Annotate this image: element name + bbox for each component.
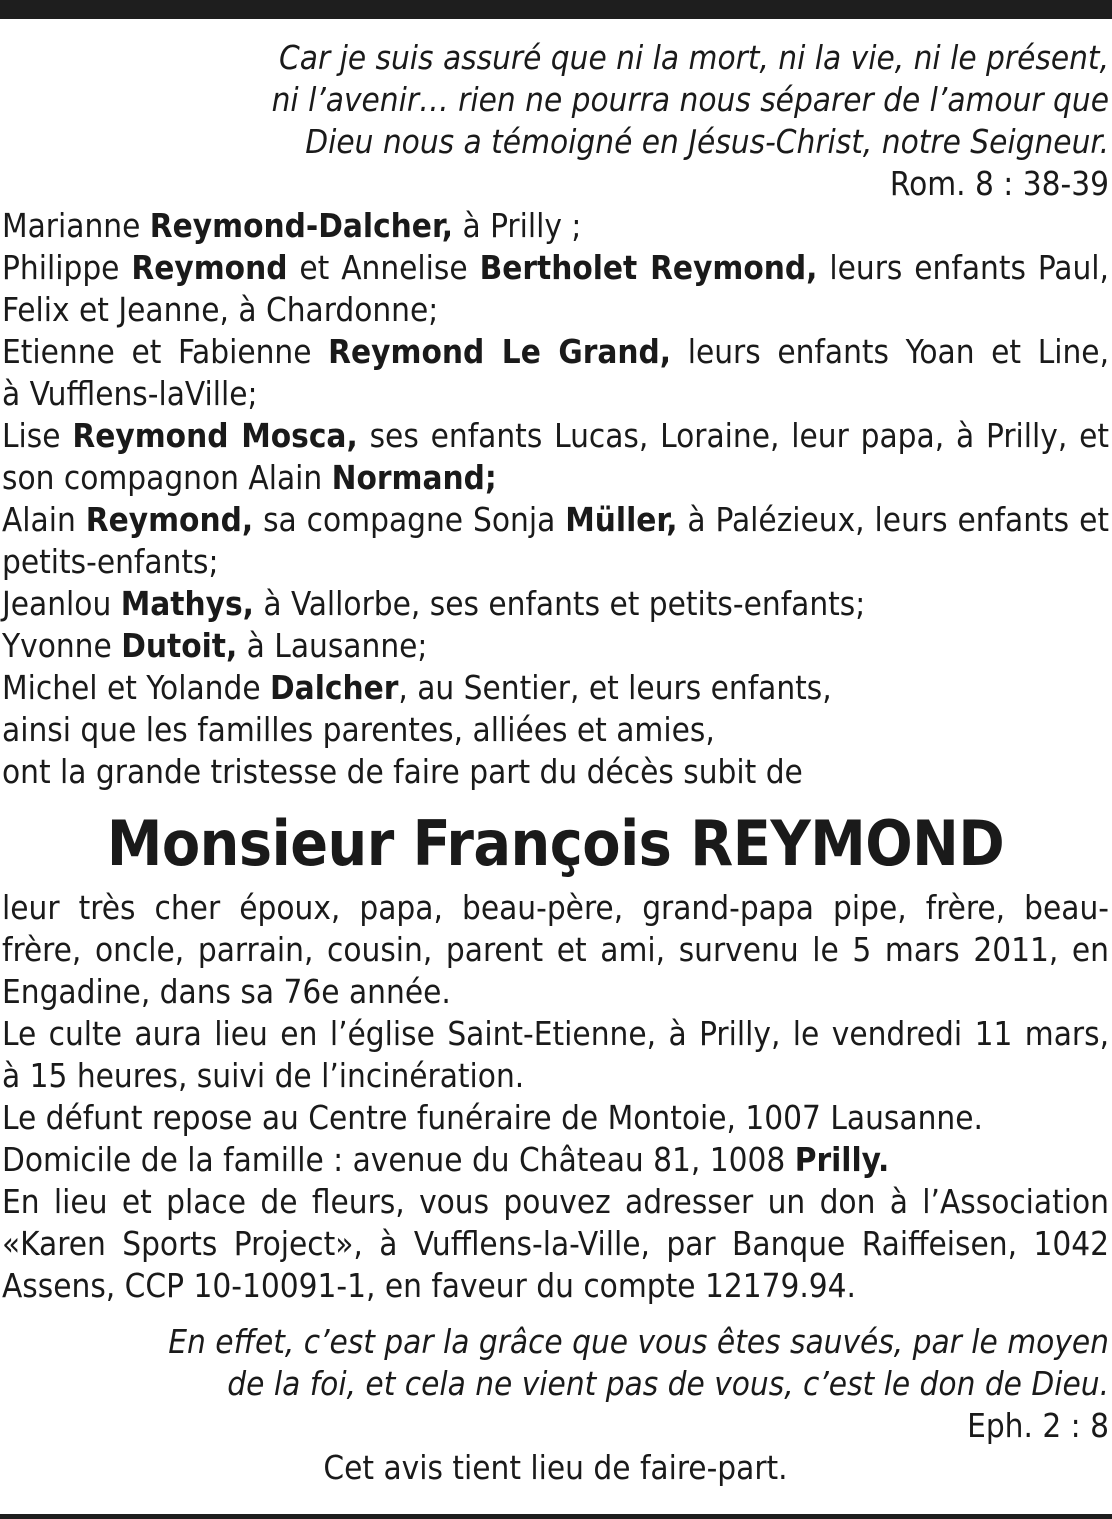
details-line: Engadine, dans sa 76e année. bbox=[2, 972, 451, 1011]
details-line: à 15 heures, suivi de l’incinération. bbox=[2, 1056, 525, 1095]
details-line: frère, oncle, parrain, cousin, parent et ami, survenu le 5 mars 2011, en bbox=[2, 930, 1109, 969]
family-line: ainsi que les familles parentes, alliées et amies, bbox=[2, 710, 715, 749]
family-line: à Vufflens-laVille; bbox=[2, 374, 258, 413]
closing-verse-line: de la foi, et cela ne vient pas de vous, c’est le don de Dieu. bbox=[227, 1364, 1109, 1403]
details-line: «Karen Sports Project», à Vufflens-la-Ville, par Banque Raiffeisen, 1042 bbox=[2, 1224, 1109, 1263]
family-line: Michel et Yolande Dalcher, au Sentier, et leurs enfants, bbox=[2, 668, 832, 707]
family-line: Yvonne Dutoit, à Lausanne; bbox=[2, 626, 428, 665]
family-line: son compagnon Alain Normand; bbox=[2, 458, 497, 497]
deceased-name: Monsieur François REYMOND bbox=[106, 807, 1005, 880]
closing-verse bbox=[2, 1321, 1109, 1405]
opening-verse-line: Car je suis assuré que ni la mort, ni la vie, ni le présent, bbox=[279, 38, 1109, 77]
family-line: Philippe Reymond et Annelise Bertholet Reymond, leurs enfants Paul, bbox=[2, 248, 1109, 287]
opening-verse-line: ni l’avenir… rien ne pourra nous séparer de l’amour que bbox=[271, 80, 1109, 119]
family-line: Felix et Jeanne, à Chardonne; bbox=[2, 290, 439, 329]
family-line: petits-enfants; bbox=[2, 542, 219, 581]
details bbox=[2, 887, 1109, 1307]
opening-verse-reference: Rom. 8 : 38-39 bbox=[889, 164, 1109, 203]
closing-note: Cet avis tient lieu de faire-part. bbox=[323, 1448, 788, 1487]
family-line: Etienne et Fabienne Reymond Le Grand, leurs enfants Yoan et Line, bbox=[2, 332, 1109, 371]
family-line: Marianne Reymond-Dalcher, à Prilly ; bbox=[2, 206, 582, 245]
details-line: Domicile de la famille : avenue du Château 81, 1008 Prilly. bbox=[2, 1140, 890, 1179]
opening-verse-line: Dieu nous a témoigné en Jésus-Christ, notre Seigneur. bbox=[305, 122, 1109, 161]
details-line: Le défunt repose au Centre funéraire de Montoie, 1007 Lausanne. bbox=[2, 1098, 983, 1137]
family-list bbox=[2, 205, 1109, 793]
details-line: Assens, CCP 10-10091-1, en faveur du compte 12179.94. bbox=[2, 1266, 856, 1305]
details-line: En lieu et place de fleurs, vous pouvez adresser un don à l’Association bbox=[2, 1182, 1109, 1221]
closing-verse-line: En effet, c’est par la grâce que vous êtes sauvés, par le moyen bbox=[168, 1322, 1109, 1361]
family-line: Alain Reymond, sa compagne Sonja Müller, à Palézieux, leurs enfants et bbox=[2, 500, 1109, 539]
family-line: Lise Reymond Mosca, ses enfants Lucas, Loraine, leur papa, à Prilly, et bbox=[2, 416, 1110, 455]
opening-verse bbox=[2, 37, 1109, 163]
bottom-rule bbox=[0, 1514, 1112, 1519]
details-line: leur très cher époux, papa, beau-père, grand-papa pipe, frère, beau- bbox=[2, 888, 1109, 927]
family-line: Jeanlou Mathys, à Vallorbe, ses enfants et petits-enfants; bbox=[2, 584, 866, 623]
top-rule bbox=[0, 0, 1112, 19]
obituary-notice bbox=[2, 37, 1109, 1489]
closing-verse-reference: Eph. 2 : 8 bbox=[967, 1406, 1109, 1445]
family-line: ont la grande tristesse de faire part du décès subit de bbox=[2, 752, 803, 791]
details-line: Le culte aura lieu en l’église Saint-Etienne, à Prilly, le vendredi 11 mars, bbox=[2, 1014, 1109, 1053]
